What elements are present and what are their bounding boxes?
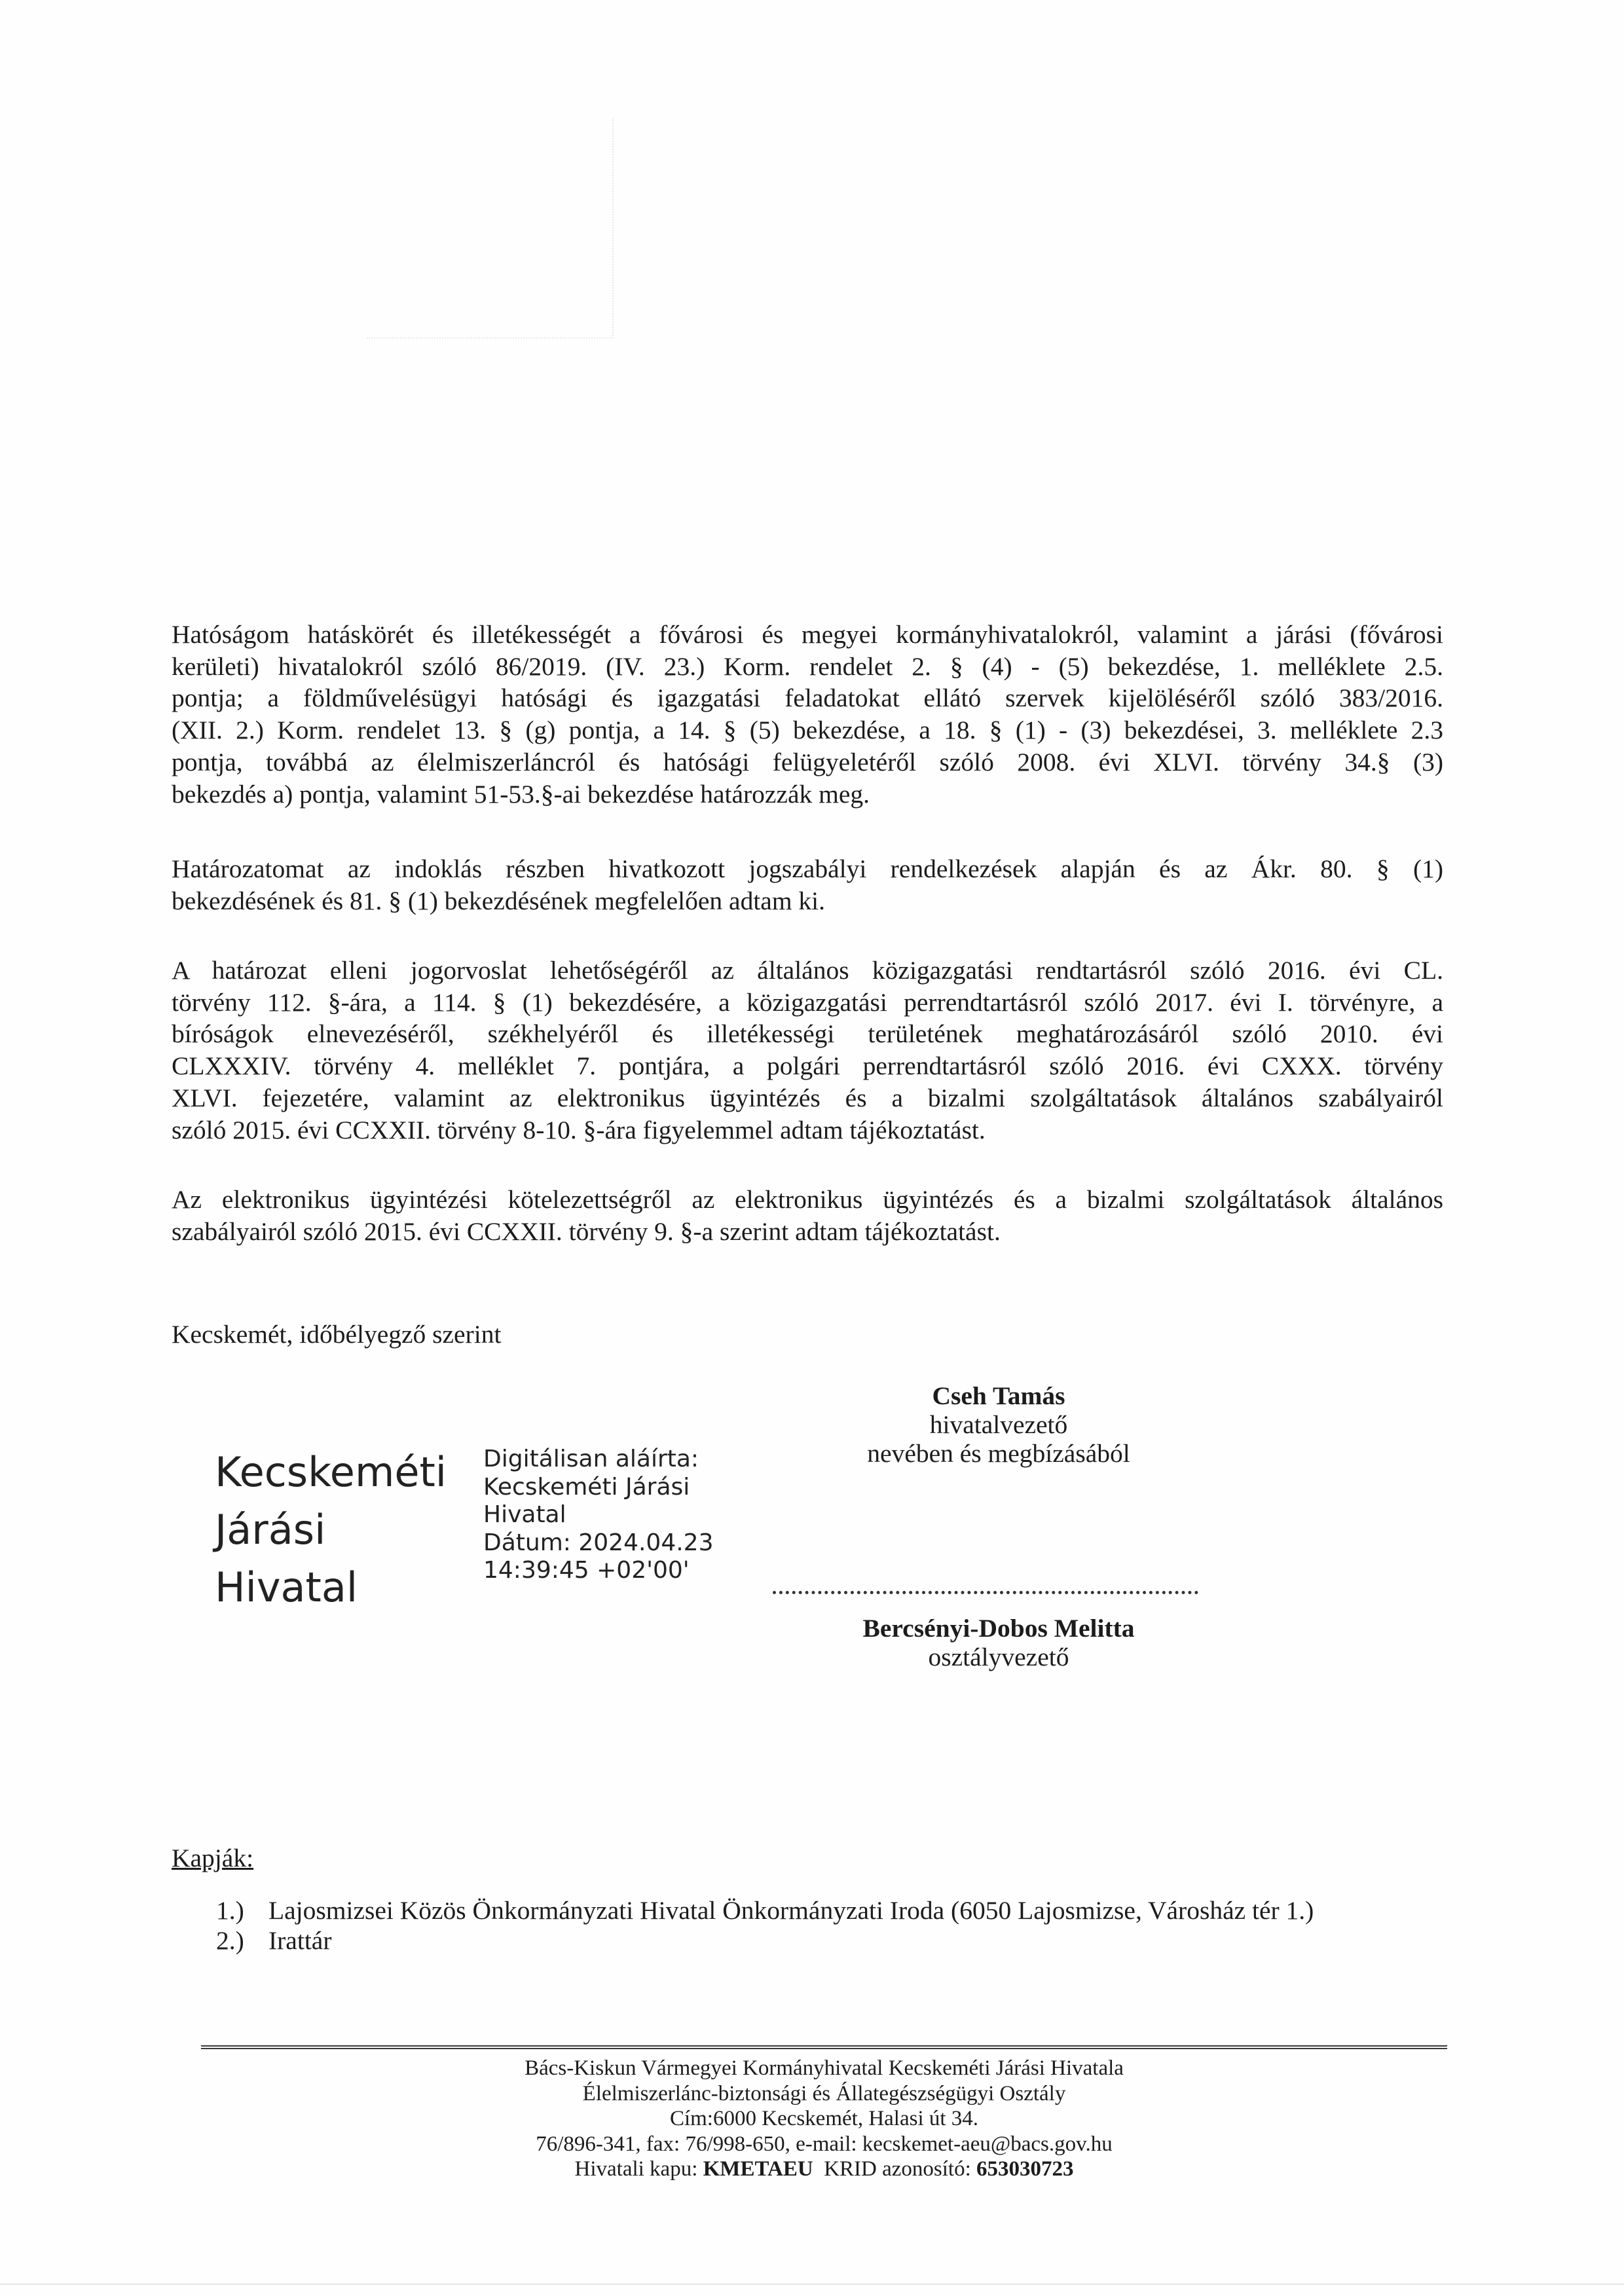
text-line: pontja, továbbá az élelmiszerláncról és hatósági felügyeletéről szóló 2008. évi XLVI. törvény 34.§ (3) — [172, 747, 1443, 776]
text-line: (XII. 2.) Korm. rendelet 13. § (g) pontja, a 14. § (5) bekezdése, a 18. § (1) - (3) bekezdései, 3. melléklete 2.3 — [172, 716, 1443, 745]
paragraph-legal-remedy — [172, 955, 1443, 1146]
signature-dotted-line — [773, 1584, 1198, 1594]
recipients-title: Kapják: — [172, 1844, 254, 1872]
text-line: Az elektronikus ügyintézési kötelezettségről az elektronikus ügyintézés és a bizalmi szolgáltatások általános — [172, 1185, 1443, 1214]
krid-value: 653030723 — [976, 2157, 1074, 2181]
list-item-number: 2.) — [216, 1926, 244, 1955]
footer — [201, 2056, 1447, 2182]
krid-label: KRID azonosító: — [824, 2157, 976, 2181]
signatory-note: nevében és megbízásából — [867, 1439, 1130, 1468]
text-line: bekezdésének és 81. § (1) bekezdésének megfelelően adtam ki. — [172, 886, 826, 915]
text-line: szabályairól szóló 2015. évi CCXXII. törvény 9. §-a szerint adtam tájékoztatást. — [172, 1216, 1001, 1246]
paragraph-electronic-obligation — [172, 1184, 1443, 1247]
scan-artifact — [367, 118, 614, 338]
signature-date: Dátum: 2024.04.23 — [483, 1529, 714, 1556]
signer-line: Hivatal — [215, 1563, 358, 1611]
digital-signature-details — [483, 1446, 713, 1585]
text-line: CLXXXIV. törvény 4. melléklet 7. pontjára, a polgári perrendtartásról szóló 2016. évi CXXX. törvény — [172, 1051, 1443, 1081]
signature-detail-line: Kecskeméti Járási — [483, 1473, 690, 1501]
text-line: pontja; a földművelésügyi hatósági és igazgatási feladatokat ellátó szervek kijelöléséről szóló 383/2016. — [172, 683, 1443, 713]
list-item — [216, 1895, 1314, 1925]
gateway-label: Hivatali kapu: — [574, 2157, 703, 2181]
footer-department: Élelmiszerlánc-biztonsági és Állategészségügyi Osztály — [582, 2081, 1066, 2105]
paragraph-decision-basis — [172, 853, 1443, 917]
signatory-name: Bercsényi-Dobos Melitta — [862, 1614, 1135, 1643]
footer-address: Cím:6000 Kecskemét, Halasi út 34. — [669, 2107, 979, 2130]
text-line: bíróságok elnevezéséről, székhelyéről és illetékességi területének meghatározásáról szóló 2010. évi — [172, 1019, 1443, 1049]
signatory-top — [753, 1381, 1244, 1468]
text-line: szóló 2015. évi CCXXII. törvény 8-10. §-ára figyelemmel adtam tájékoztatást. — [172, 1115, 986, 1144]
list-item — [216, 1925, 1314, 1956]
text-line: XLVI. fejezetére, valamint az elektronikus ügyintézés és a bizalmi szolgáltatások általános szabályairól — [172, 1083, 1443, 1112]
signer-line: Járási — [215, 1506, 326, 1554]
signature-detail-line: Hivatal — [483, 1501, 566, 1528]
list-item-text: Irattár — [268, 1926, 332, 1955]
list-item-number: 1.) — [216, 1896, 244, 1925]
footer-office: Bács-Kiskun Vármegyei Kormányhivatal Kecskeméti Járási Hivatala — [525, 2056, 1124, 2080]
footer-ids — [201, 2157, 1447, 2182]
text-line: bekezdés a) pontja, valamint 51-53.§-ai bekezdése határozzák meg. — [172, 779, 870, 809]
list-item-text: Lajosmizsei Közös Önkormányzati Hivatal Önkormányzati Iroda (6050 Lajosmizse, Városház tér 1.) — [268, 1896, 1314, 1925]
signer-line: Kecskeméti — [215, 1448, 447, 1496]
paragraph-jurisdiction — [172, 619, 1443, 810]
signatory-title: hivatalvezető — [929, 1410, 1068, 1439]
signatory-bottom — [753, 1614, 1244, 1671]
recipients-list — [216, 1895, 1314, 1956]
signature-detail-line: Digitálisan aláírta: — [483, 1446, 699, 1472]
text-line: Hatóságom hatáskörét és illetékességét a fővárosi és megyei kormányhivatalokról, valamint a járási (fővárosi — [172, 620, 1443, 649]
footer-contact: 76/896-341, fax: 76/998-650, e-mail: kecskemet-aeu@bacs.gov.hu — [536, 2132, 1113, 2156]
scan-edge — [0, 2284, 1624, 2285]
text-line: Határozatomat az indoklás részben hivatkozott jogszabályi rendelkezések alapján és az Ákr. 80. § (1) — [172, 854, 1443, 883]
signatory-name: Cseh Tamás — [932, 1381, 1065, 1410]
digital-signature-signer — [215, 1444, 447, 1616]
text-line: kerületi) hivatalokról szóló 86/2019. (IV. 23.) Korm. rendelet 2. § (4) - (5) bekezdése, 1. melléklete 2.5. — [172, 651, 1443, 681]
text-line: A határozat elleni jogorvoslat lehetőségéről az általános közigazgatási rendtartásról szóló 2016. évi CL. — [172, 956, 1443, 985]
signature-time: 14:39:45 +02'00' — [483, 1557, 690, 1584]
footer-divider — [201, 2045, 1447, 2049]
gateway-value: KMETAEU — [703, 2157, 813, 2181]
signatory-title: osztályvezető — [928, 1643, 1069, 1671]
place-date: Kecskemét, időbélyegző szerint — [172, 1320, 502, 1349]
text-line: törvény 112. §-ára, a 114. § (1) bekezdésére, a közigazgatási perrendtartásról szóló 2017. évi I. törvényre, a — [172, 987, 1443, 1017]
